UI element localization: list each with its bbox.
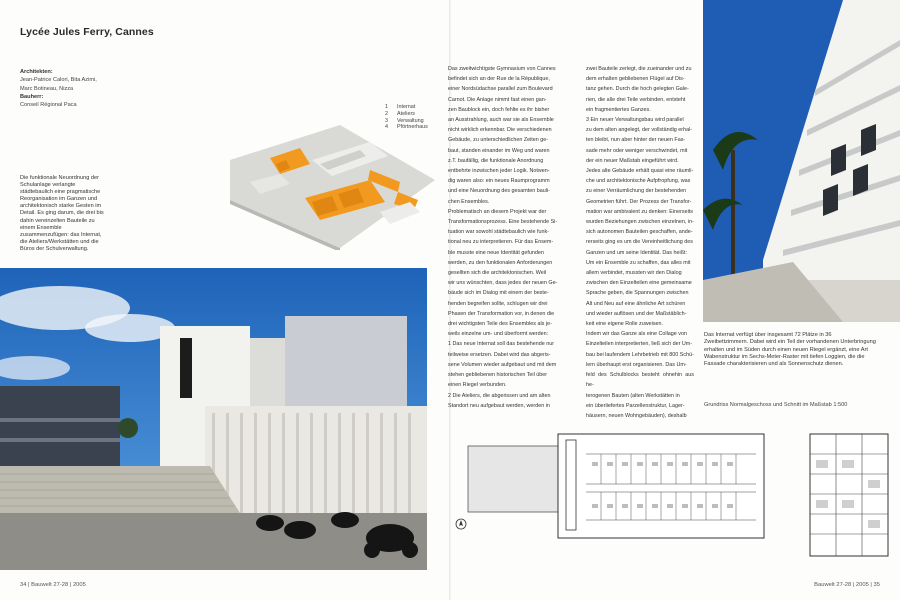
legend-number: 3 xyxy=(385,117,388,124)
text-line: sich autonomen Bauteilen geschaffen, ande- xyxy=(586,229,693,236)
site-model-image xyxy=(220,117,440,250)
text-line: z.T. baufällig, die funktionale Anordnung xyxy=(448,157,544,164)
text-line: ble musste eine neue Identität gefunden xyxy=(448,249,544,256)
folio-right: Bauwelt 27-28 | 2005 | 35 xyxy=(814,582,880,588)
legend-number: 2 xyxy=(385,110,388,117)
text-line: tional neu zu interpretieren. Für das Ensem- xyxy=(448,239,554,246)
text-line: sene Volumen wieder aufgebaut und mit dem xyxy=(448,361,557,368)
text-line: zwischen den Einzelteilen eine gemeinsame xyxy=(586,280,692,287)
text-line: einen Riegel verbunden. xyxy=(448,382,507,389)
text-line: bau bei laufendem Lehrbetrieb mit 800 Schü- xyxy=(586,351,694,358)
text-line: lern überhaupt erst organisieren. Das Um- xyxy=(586,361,687,368)
text-line: terogenen Bauten (alten Werkstätten in xyxy=(586,392,680,399)
text-line: zu einer Verräumlichung der bestehenden xyxy=(586,188,687,195)
text-line: und wieder auflösen und der Maßstäblich- xyxy=(586,310,687,317)
text-line: 3 Ein neuer Verwaltungsbau wird parallel xyxy=(586,117,684,124)
text-line: ein fragmentiertes Ganzes. xyxy=(586,106,651,113)
text-line: 2 Die Ateliers, die abgerissen und am alten xyxy=(448,392,551,399)
article-title: Lycée Jules Ferry, Cannes xyxy=(20,26,154,38)
main-photo-school-exterior xyxy=(0,268,427,570)
text-line: Jedes alte Gebäude erhält quasi eine räumli- xyxy=(586,168,694,175)
article-text-column-1 xyxy=(448,64,572,411)
text-line: bäude sich im Dialog mit einem der beste- xyxy=(448,290,549,297)
legend-label: Ateliers xyxy=(397,110,415,117)
text-line: zu dem alten angelegt, der vollständig erhal- xyxy=(586,127,693,134)
text-line: und eine Neuordnung des gesamten bauli- xyxy=(448,188,550,195)
text-line: Alt und Neu auf eine ähnliche Art schüren xyxy=(586,300,686,307)
text-line: zen Baublock ein, doch fehlte es ihr bisher xyxy=(448,106,550,113)
legend-item xyxy=(385,104,428,111)
text-line: an Ausstrahlung, auch war sie als Ensemble xyxy=(448,117,554,124)
text-line: Das zweitwichtigste Gymnasium von Cannes xyxy=(448,66,556,72)
text-line: che und architektonische Aufpfropfung, was xyxy=(586,178,691,185)
client-name: Conseil Régional Paca xyxy=(20,102,77,109)
text-line: entbehrte inzwischen jeder Logik. Notwen- xyxy=(448,168,550,175)
text-line: gesellten sich die architektonischen. Weil xyxy=(448,270,547,277)
photo-boarding-facade xyxy=(703,0,900,322)
text-line: tanz gehen. Durch die hoch gelegten Gale- xyxy=(586,86,689,93)
text-line: Standort neu aufgebaut werden, werden in xyxy=(448,402,550,409)
text-line: weils einzelne um- und überformt werden: xyxy=(448,331,549,338)
text-line: Sprache geben, die Spannungen zwischen xyxy=(586,290,689,297)
text-line: teilweise ersetzen. Dabei wird das abgeris- xyxy=(448,351,551,358)
north-arrow-icon xyxy=(455,518,467,530)
text-line: 1 Das neue Internat soll das bestehende nur xyxy=(448,341,555,348)
text-line: Transformationsprozess. Eine bestehende Si- xyxy=(448,219,558,226)
caption-left: Die funktionale Neuordnung der Schulanlage verlangte städtebaulich eine pragmatische Reorganisation im Ganzen und architektonisch starke Gesten im Detail. Es ging darum, die drei bis dahin vereinzelten Bauteile zu einem Ensemble zusammenzufügen: das Internat, die Ateliers/Werkstätten und die Büros der Schulverwaltung. xyxy=(20,175,104,252)
legend-number: 1 xyxy=(385,104,388,110)
text-line: chen Ensembles. xyxy=(448,198,490,205)
text-line: ten bleibt, nun aber hinter der neuen Fas- xyxy=(586,137,686,144)
text-line: Phasen der Transformation vor, in denen die xyxy=(448,310,555,317)
text-line: rien, die alle drei Teile verbinden, entsteht xyxy=(586,96,686,103)
text-line: werden, zu den funktionalen Anforderungen xyxy=(448,259,553,266)
text-line: baut, standen einander im Weg und waren xyxy=(448,147,550,154)
text-line: keit eine eigene Rolle zuweisen. xyxy=(586,321,664,328)
caption-plans: Grundriss Normalgeschoss und Schnitt im Maßstab 1:500 xyxy=(704,402,848,408)
text-line: Ganzen und um seine Identität. Das heißt: xyxy=(586,249,687,256)
text-line: feld des Schulblocks besteht ohnehin aus he- xyxy=(586,372,694,389)
text-line: befindet sich an der Rue de la République, xyxy=(448,76,550,83)
text-line: Problematisch an diesem Projekt war der xyxy=(448,208,547,215)
text-line: tuation war sowohl städtebaulich wie funk- xyxy=(448,229,549,236)
legend-label: Internat xyxy=(397,104,416,110)
legend-label: Pförtnerhaus xyxy=(397,124,428,131)
text-line: henden begreifen sollte, schlugen wir drei xyxy=(448,300,548,307)
legend-item xyxy=(385,111,428,118)
text-line: wir uns wünschten, dass jedes der neuen Ge- xyxy=(448,280,558,287)
text-line: ein überliefertes Parzellenstruktur, Lager- xyxy=(586,402,685,409)
architects-label: Architekten: xyxy=(20,69,53,75)
text-line: allem verbindet, mussten wir den Dialog xyxy=(586,270,682,277)
text-line: dig waren also: ein neues Raumprogramm xyxy=(448,178,550,185)
text-line: Um ein Ensemble zu schaffen, das alles mit xyxy=(586,259,691,266)
text-line: Indem wir das Ganze als eine Collage von xyxy=(586,331,687,338)
article-text-column-2 xyxy=(586,64,694,421)
text-line: drei wichtigsten Teile des Ensembles als je- xyxy=(448,321,552,328)
architects-line-2: Marc Botineau, Nizza xyxy=(20,85,74,92)
architects-line-1: Jean-Patrice Calori, Bita Azimi, xyxy=(20,77,97,84)
text-line: Einzelteilen interpretierten, ließ sich der Um- xyxy=(586,341,693,348)
legend-label: Verwaltung xyxy=(397,117,424,124)
text-line: einer Nordsüdachse parallel zum Boulevard xyxy=(448,86,553,93)
text-line: Gebäude, zu unterschiedlichen Zeiten ge- xyxy=(448,137,549,144)
client-label: Bauherr: xyxy=(20,93,44,100)
text-line: Carnot. Die Anlage nimmt fast einen gan- xyxy=(448,96,547,103)
legend-number: 4 xyxy=(385,124,388,131)
text-line: wurden Beziehungen zwischen einzelnen, in- xyxy=(586,219,694,226)
text-line: Geometrien führt. Der Prozess der Transfor- xyxy=(586,198,692,205)
text-line: der ein neuer Maßstab eingeführt wird. xyxy=(586,157,679,164)
credits-block xyxy=(20,68,140,109)
text-line: sade mehr oder weniger verschwindet, mit xyxy=(586,147,688,154)
text-line: zwei Bauteile zerlegt, die zueinander und zu xyxy=(586,66,692,72)
text-line: häusern, neuen Wohngebäuden), deshalb xyxy=(586,412,687,419)
floor-plan-drawing xyxy=(466,432,766,540)
text-line: stehen gebliebenen historischen Teil über xyxy=(448,372,548,379)
text-line: dem erhalten gebliebenen Flügel auf Dis- xyxy=(586,76,685,83)
folio-left: 34 | Bauwelt 27-28 | 2005 xyxy=(20,582,86,588)
section-drawing xyxy=(806,430,892,560)
text-line: mation war ambivalent zu denken: Einerseits xyxy=(586,208,693,215)
text-line: nicht wirklich erkennbar. Die verschiedenen xyxy=(448,127,552,134)
text-line: rerseits ging es um die Vereinheitlichung des xyxy=(586,239,693,246)
caption-right: Das Internat verfügt über insgesamt 72 Plätze in 36 Zweibettzimmern. Dabei wird ein Teil der vorhandenen Unterbringung erhalten und im Süden durch einen neuen Riegel ergänzt, eine Art Wabenstruktur im Sechs-Meter-Raster mit tiefen Loggien, die die Fassade charakterisieren und als Sonnenschutz dienen. xyxy=(704,332,876,368)
